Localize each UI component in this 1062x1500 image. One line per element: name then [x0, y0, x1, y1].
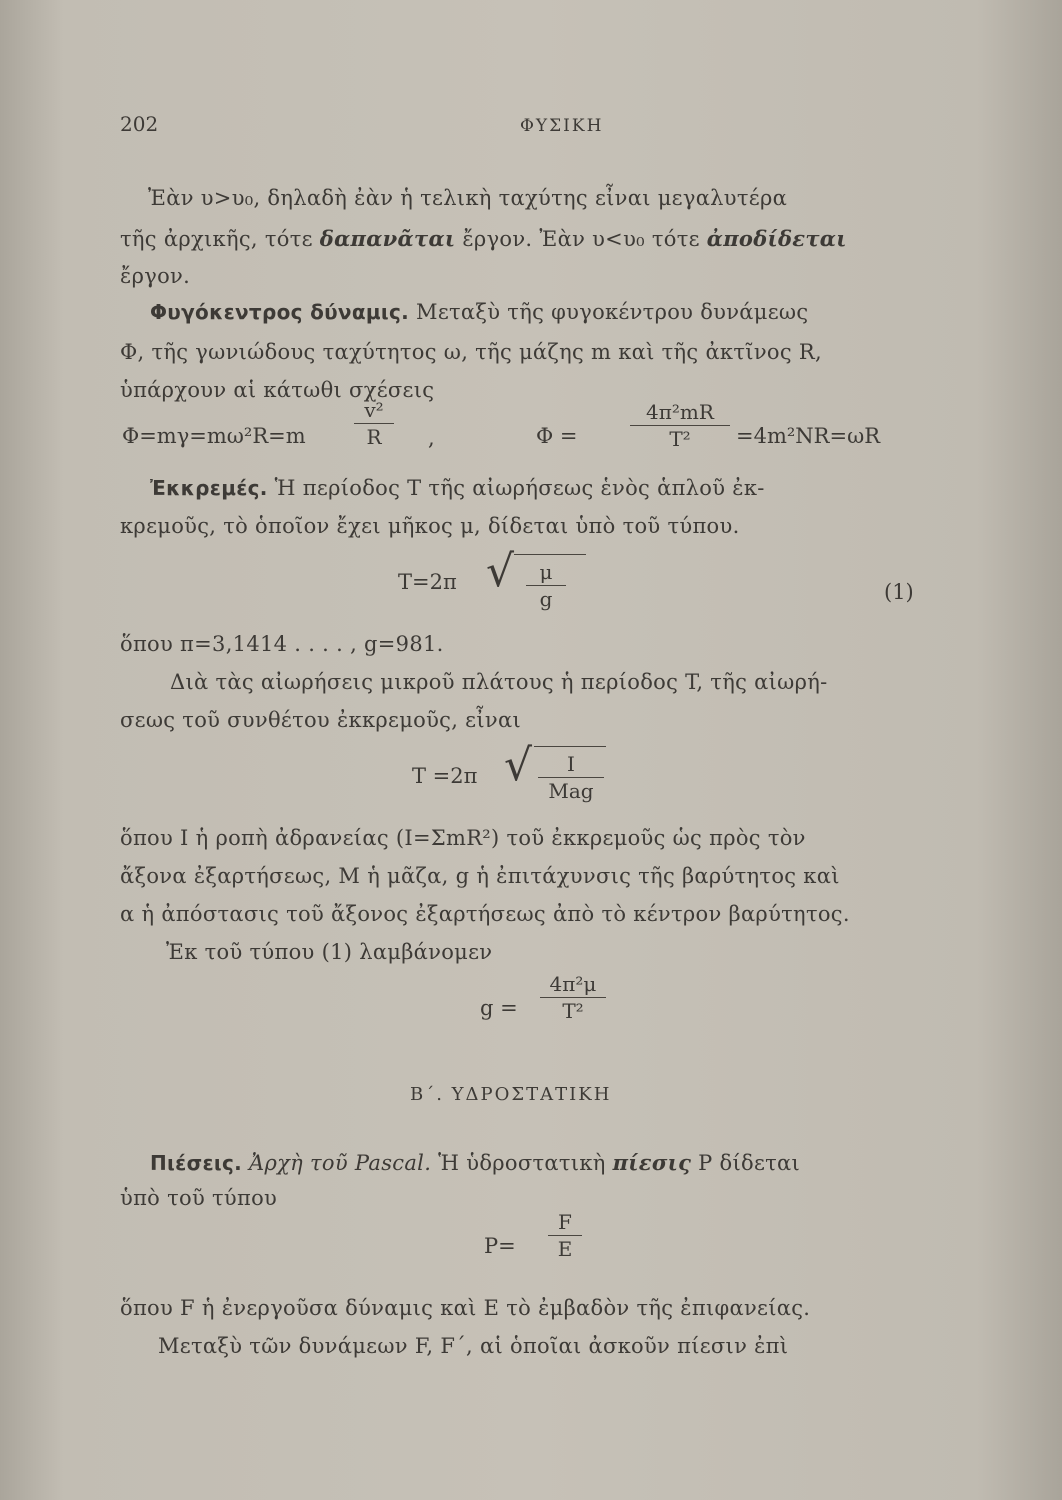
radical-overline	[534, 746, 606, 747]
text-line: ὑπάρχουν αἱ κάτωθι σχέσεις	[120, 378, 435, 402]
running-title: ΦΥΣΙΚΗ	[520, 116, 604, 136]
equation-centrifugal-left: Φ=mγ=mω²R=m	[122, 424, 306, 448]
text-line: ὅπου F ἡ ἐνεργοῦσα δύναμις καὶ E τὸ ἐμβαδὸν τῆς ἐπιφανείας.	[120, 1296, 811, 1320]
fraction-bar	[538, 777, 604, 778]
fraction-numerator: 4π²mR	[646, 400, 714, 424]
equation-period-left: T=2π	[398, 570, 457, 594]
section-heading-pressures: Πιέσεις.	[150, 1151, 243, 1175]
text-span: Ἡ ὑδροστατικὴ	[431, 1151, 613, 1175]
fraction-v2-over-r	[354, 398, 394, 449]
section-heading-pendulum: Ἐκκρεμές.	[150, 476, 268, 500]
fraction-denominator: g	[539, 587, 553, 611]
text-span: ἔργον. Ἐὰν υ<υ₀ τότε	[455, 227, 707, 251]
fraction-numerator: 4π²μ	[549, 972, 597, 996]
fraction-f-over-e	[548, 1210, 582, 1261]
text-line	[150, 476, 765, 500]
text-span	[242, 1151, 249, 1175]
equation-compound-period-left: T =2π	[412, 764, 478, 788]
text-line	[150, 1150, 800, 1175]
emphasis-text: ἀποδίδεται	[706, 226, 847, 251]
text-line	[120, 226, 847, 251]
equation-comma: ,	[428, 426, 435, 450]
page-number: 202	[120, 112, 159, 136]
text-line: Ἐκ τοῦ τύπου (1) λαμβάνομεν	[166, 940, 493, 964]
equation-centrifugal-right: =4m²NR=ωR	[736, 424, 881, 448]
text-line	[150, 300, 808, 324]
text-line: ἄξονα ἐξαρτήσεως, M ἡ μᾶζα, g ἡ ἐπιτάχυνσις τῆς βαρύτητος καὶ	[120, 864, 840, 888]
fraction-bar	[630, 425, 730, 426]
text-line: Ἐὰν υ>υ₀, δηλαδὴ ἐὰν ἡ τελικὴ ταχύτης εἶναι μεγαλυτέρα	[148, 186, 788, 210]
fraction-bar	[354, 423, 394, 424]
fraction-denominator: Mag	[548, 779, 594, 803]
text-span: τῆς ἀρχικῆς, τότε	[120, 227, 320, 251]
fraction-mu-over-g	[526, 560, 566, 611]
text-span: P δίδεται	[691, 1151, 801, 1175]
fraction-bar	[540, 997, 606, 998]
fraction-i-over-mag	[538, 752, 604, 803]
radical-overline	[514, 554, 586, 555]
fraction-denominator: T²	[669, 427, 691, 451]
radical-sign: √	[486, 546, 515, 597]
text-line: ὑπὸ τοῦ τύπου	[120, 1186, 278, 1210]
fraction-denominator: R	[366, 425, 382, 449]
text-line: ὅπου π=3,1414 . . . . , g=981.	[120, 632, 444, 656]
section-heading-centrifugal: Φυγόκεντρος δύναμις.	[150, 300, 410, 324]
fraction-denominator: E	[557, 1237, 573, 1261]
fraction-numerator: μ	[539, 560, 553, 584]
equation-number: (1)	[884, 580, 914, 604]
text-line: Διὰ τὰς αἰωρήσεις μικροῦ πλάτους ἡ περίοδος T, τῆς αἰωρή-	[170, 670, 828, 694]
text-line: ἔργον.	[120, 264, 191, 288]
text-span: Μεταξὺ τῆς φυγοκέντρου δυνάμεως	[409, 300, 809, 324]
emphasis-text: δαπανᾶται	[319, 226, 456, 251]
text-line: κρεμοῦς, τὸ ὁποῖον ἔχει μῆκος μ, δίδεται ὑπὸ τοῦ τύπου.	[120, 514, 740, 538]
fraction-numerator: F	[558, 1210, 572, 1234]
equation-phi: Φ =	[536, 424, 578, 448]
text-line: σεως τοῦ συνθέτου ἐκκρεμοῦς, εἶναι	[120, 708, 521, 732]
fraction-numerator: I	[567, 752, 575, 776]
radical-sign: √	[504, 740, 533, 791]
fraction-4pi2mr-over-t2	[630, 400, 730, 451]
emphasis-text: Ἀρχὴ τοῦ Pascal.	[249, 1151, 432, 1175]
text-line: α ἡ ἀπόστασις τοῦ ἄξονος ἐξαρτήσεως ἀπὸ τὸ κέντρον βαρύτητος.	[120, 902, 850, 926]
equation-pressure-left: P=	[484, 1234, 516, 1258]
section-title-hydrostatics: Β΄. ΥΔΡΟΣΤΑΤΙΚΗ	[410, 1084, 612, 1105]
fraction-denominator: T²	[562, 999, 584, 1023]
text-span: Ἡ περίοδος T τῆς αἰωρήσεως ἑνὸς ἁπλοῦ ἐκ-	[267, 476, 765, 500]
text-line: Μεταξὺ τῶν δυνάμεων F, F΄, αἱ ὁποῖαι ἀσκοῦν πίεσιν ἐπὶ	[158, 1334, 789, 1358]
equation-g-left: g =	[480, 996, 518, 1020]
fraction-numerator: v²	[364, 398, 384, 422]
text-line: Φ, τῆς γωνιώδους ταχύτητος ω, τῆς μάζης m καὶ τῆς ἀκτῖνος R,	[120, 340, 822, 364]
emphasis-text: πίεσις	[612, 1150, 692, 1175]
fraction-bar	[526, 585, 566, 586]
fraction-4pi2mu-over-t2	[540, 972, 606, 1023]
fraction-bar	[548, 1235, 582, 1236]
text-line: ὅπου I ἡ ροπὴ ἀδρανείας (I=ΣmR²) τοῦ ἐκκρεμοῦς ὡς πρὸς τὸν	[120, 826, 806, 850]
